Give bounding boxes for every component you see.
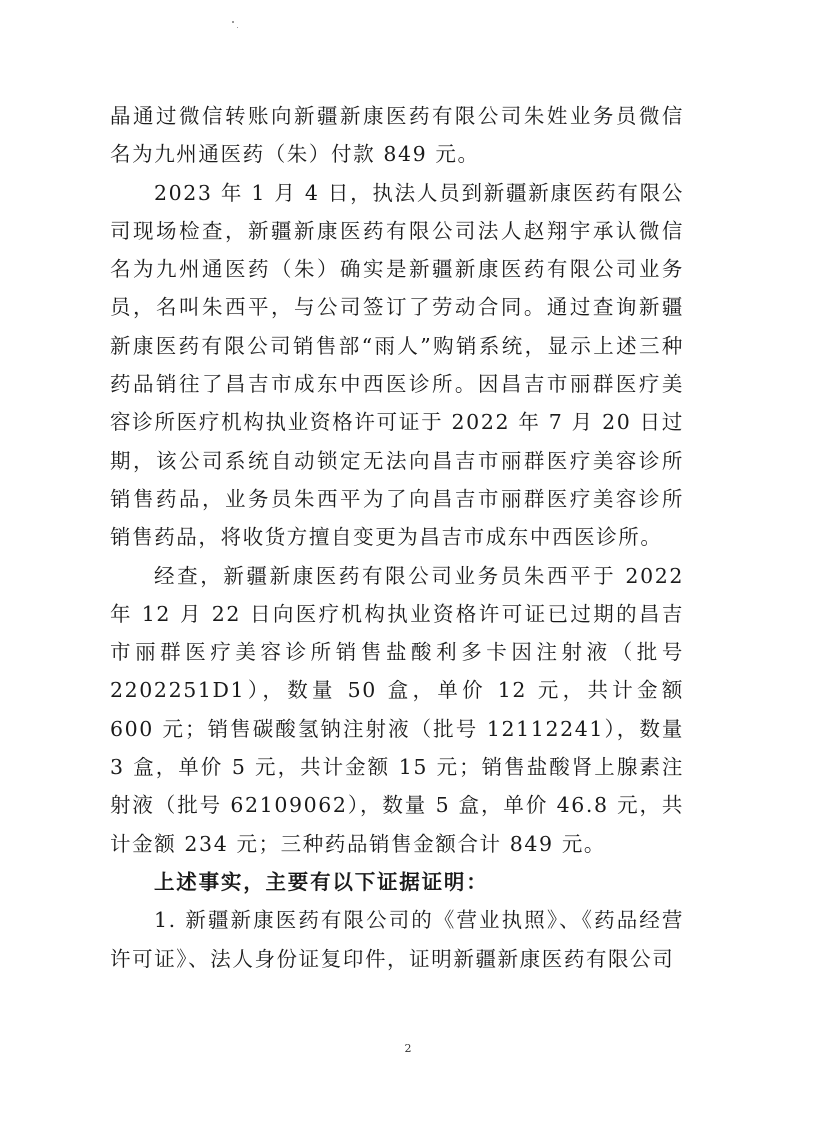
scan-speck	[237, 27, 238, 28]
paragraph-inspection: 2023 年 1 月 4 日，执法人员到新疆新康医药有限公司现场检查，新疆新康医药有限公司法人赵翔宇承认微信名为九州通医药（朱）确实是新疆新康医药有限公司业务员，名叫朱西平，与公司签订了劳动合同。通过查询新疆新康医药有限公司销售部“雨人”购销系统，显示上述三种药品销往了昌吉市成东中西医诊所。因昌吉市丽群医疗美容诊所医疗机构执业资格许可证于 2022 年 7 月 20 日过期，该公司系统自动锁定无法向昌吉市丽群医疗美容诊所销售药品，业务员朱西平为了向昌吉市丽群医疗美容诊所销售药品，将收货方擅自变更为昌吉市成东中西医诊所。	[110, 180, 684, 550]
evidence-item-1: 1. 新疆新康医药有限公司的《营业执照》、《药品经营许可证》、法人身份证复印件，证明新疆新康医药有限公司	[110, 908, 684, 971]
evidence-heading: 上述事实，主要有以下证据证明：	[154, 869, 489, 894]
paragraph-findings: 经查，新疆新康医药有限公司业务员朱西平于 2022 年 12 月 22 日向医疗机构执业资格许可证已过期的昌吉市丽群医疗美容诊所销售盐酸利多卡因注射液（批号 2202251D1），数量 50 盒，单价 12 元，共计金额 600 元；销售碳酸氢钠注射液（批号 12112241），数量 3 盒，单价 5 元，共计金额 15 元；销售盐酸肾上腺素注射液（批号 62109062），数量 5 盒，单价 46.8 元，共计金额 234 元；三种药品销售金额合计 849 元。	[110, 563, 684, 856]
scan-speck	[232, 21, 234, 23]
page-number: 2	[404, 1042, 412, 1055]
paragraph-continuation: 晶通过微信转账向新疆新康医药有限公司朱姓业务员微信名为九州通医药（朱）付款 849 元。	[110, 104, 684, 167]
